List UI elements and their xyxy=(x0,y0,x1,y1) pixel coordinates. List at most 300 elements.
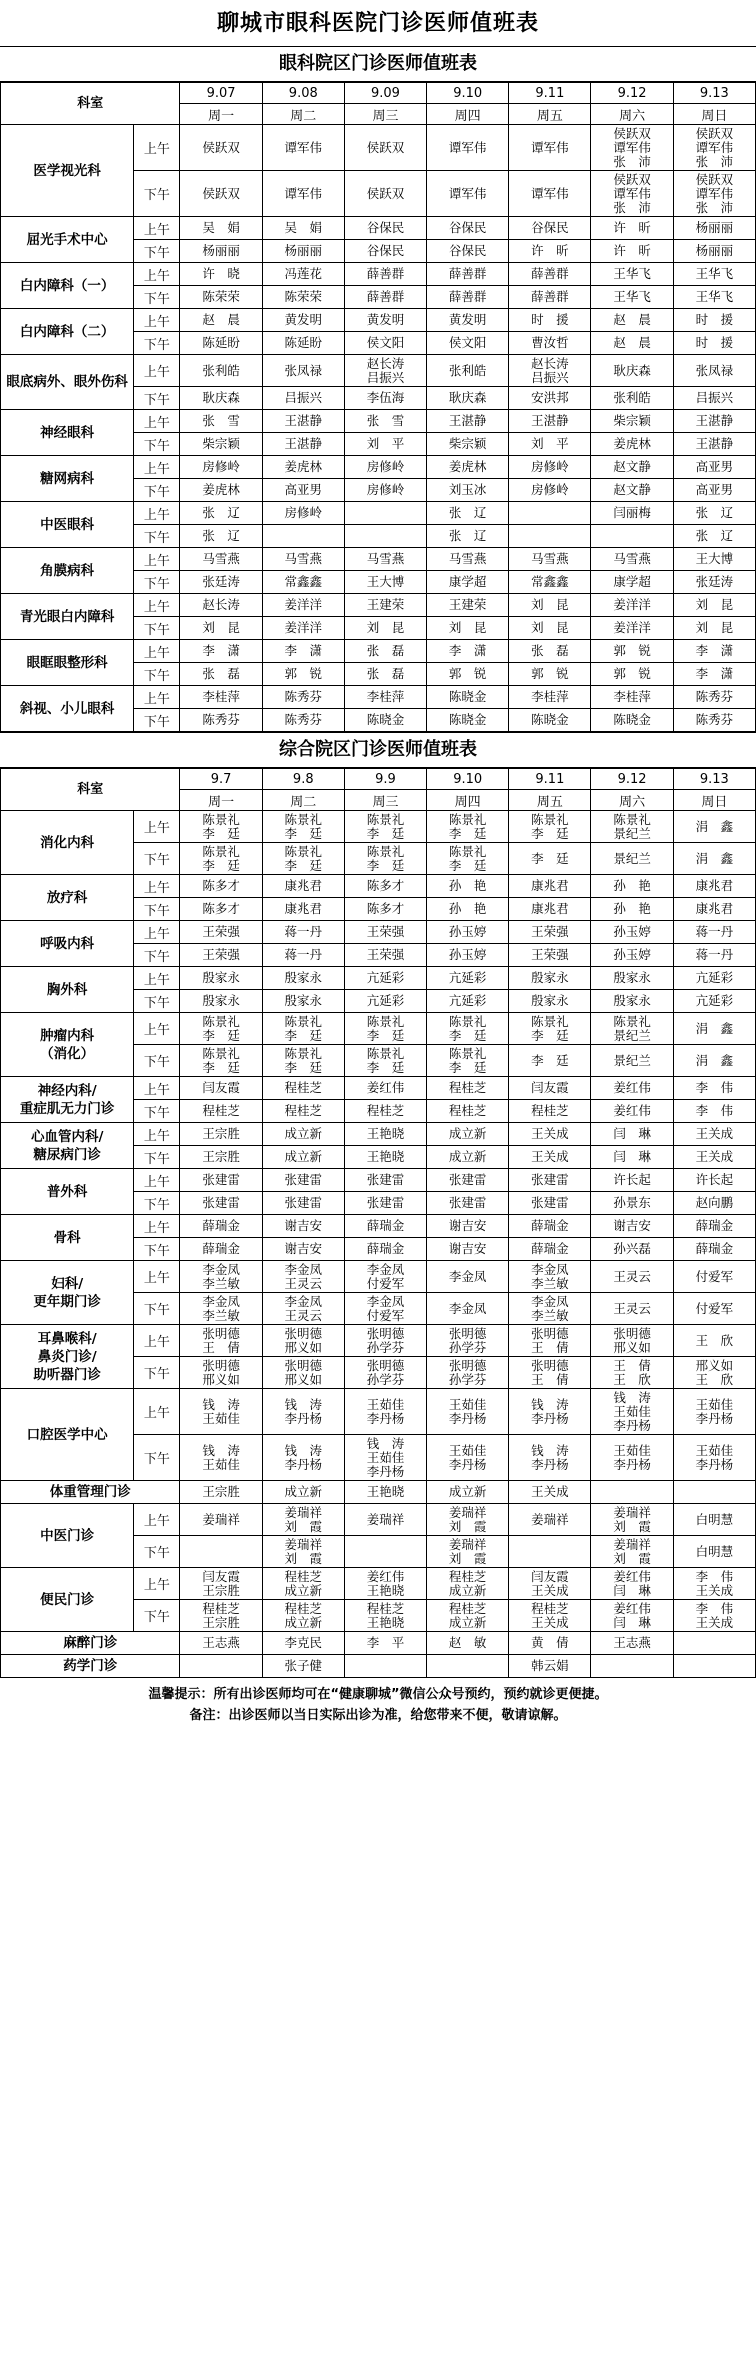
dept-name: 便民门诊 xyxy=(1,1568,134,1632)
doctor-cell: 侯跃双 xyxy=(344,171,426,217)
doctor-cell: 王 倩 王 欣 xyxy=(591,1357,673,1389)
doctor-cell: 房修岭 xyxy=(509,479,591,502)
dept-name: 口腔医学中心 xyxy=(1,1389,134,1481)
dept-name: 角膜病科 xyxy=(1,548,134,594)
period-label: 上午 xyxy=(134,594,180,617)
doctor-cell: 李伍海 xyxy=(344,387,426,410)
dept-name: 医学视光科 xyxy=(1,125,134,217)
doctor-cell: 王宗胜 xyxy=(180,1123,262,1146)
doctor-cell: 陈延盼 xyxy=(180,332,262,355)
doctor-cell: 陈景礼 李 廷 xyxy=(427,1045,509,1077)
doctor-cell: 姜洋洋 xyxy=(262,594,344,617)
dept-name: 神经内科/ 重症肌无力门诊 xyxy=(1,1077,134,1123)
doctor-cell: 蒋一丹 xyxy=(262,944,344,967)
doctor-cell: 杨丽丽 xyxy=(673,217,755,240)
section-title: 眼科院区门诊医师值班表 xyxy=(0,46,756,82)
doctor-cell: 程桂芝 成立新 xyxy=(262,1600,344,1632)
doctor-cell: 孙玉婷 xyxy=(591,921,673,944)
doctor-cell: 张建雷 xyxy=(427,1169,509,1192)
dept-name: 麻醉门诊 xyxy=(1,1632,180,1655)
doctor-cell: 姜瑞祥 刘 霞 xyxy=(262,1504,344,1536)
doctor-cell: 张利皓 xyxy=(427,355,509,387)
footer-remark: 备注：出诊医师以当日实际出诊为准，给您带来不便，敬请谅解。 xyxy=(189,1708,567,1723)
doctor-cell: 康兆君 xyxy=(262,898,344,921)
doctor-cell: 柴宗颖 xyxy=(180,433,262,456)
doctor-cell: 薛瑞金 xyxy=(344,1238,426,1261)
doctor-cell: 侯跃双 谭军伟 张 沛 xyxy=(673,171,755,217)
period-label: 上午 xyxy=(134,686,180,709)
doctor-cell: 李金凤 李兰敏 xyxy=(509,1261,591,1293)
doctor-cell: 张明德 邢义如 xyxy=(262,1357,344,1389)
doctor-cell: 常鑫鑫 xyxy=(262,571,344,594)
doctor-cell: 程桂芝 成立新 xyxy=(262,1568,344,1600)
doctor-cell: 谢吉安 xyxy=(591,1215,673,1238)
doctor-cell: 王湛静 xyxy=(673,433,755,456)
date-header: 9.13 xyxy=(673,83,755,104)
doctor-cell: 孙玉婷 xyxy=(427,944,509,967)
doctor-cell xyxy=(673,1655,755,1678)
doctor-cell: 张凤禄 xyxy=(673,355,755,387)
doctor-cell: 耿庆森 xyxy=(427,387,509,410)
doctor-cell: 亢延彩 xyxy=(673,990,755,1013)
doctor-cell: 谢吉安 xyxy=(427,1238,509,1261)
doctor-cell: 谢吉安 xyxy=(262,1215,344,1238)
doctor-cell: 钱 涛 王茹佳 xyxy=(180,1435,262,1481)
doctor-cell: 王华飞 xyxy=(591,286,673,309)
doctor-cell: 姜虎林 xyxy=(427,456,509,479)
doctor-cell xyxy=(344,1536,426,1568)
schedule-row xyxy=(1,1655,756,1678)
weekday-header: 周六 xyxy=(591,104,673,125)
doctor-cell: 钱 涛 王茹佳 李丹杨 xyxy=(591,1389,673,1435)
doctor-cell: 吕振兴 xyxy=(673,387,755,410)
doctor-cell: 谢吉安 xyxy=(427,1215,509,1238)
doctor-cell: 王宗胜 xyxy=(180,1146,262,1169)
date-header: 9.11 xyxy=(509,83,591,104)
doctor-cell: 陈景礼 李 廷 xyxy=(344,811,426,843)
doctor-cell: 房修岭 xyxy=(344,479,426,502)
period-label: 上午 xyxy=(134,1261,180,1293)
header-row-dates xyxy=(1,769,756,790)
schedule-row xyxy=(1,875,756,898)
doctor-cell: 赵长涛 吕振兴 xyxy=(344,355,426,387)
doctor-cell: 陈晓金 xyxy=(591,709,673,732)
doctor-cell: 张廷涛 xyxy=(180,571,262,594)
header-dept-label: 科室 xyxy=(1,769,180,811)
doctor-cell: 陈秀芬 xyxy=(180,709,262,732)
doctor-cell: 许长起 xyxy=(591,1169,673,1192)
doctor-cell: 姜瑞祥 xyxy=(180,1504,262,1536)
doctor-cell: 陈延盼 xyxy=(262,332,344,355)
doctor-cell: 赵长涛 吕振兴 xyxy=(509,355,591,387)
schedule-row xyxy=(1,456,756,479)
doctor-cell: 蒋一丹 xyxy=(673,944,755,967)
doctor-cell: 程桂芝 xyxy=(344,1100,426,1123)
doctor-cell: 陈景礼 李 廷 xyxy=(180,1045,262,1077)
doctor-cell: 张 辽 xyxy=(673,525,755,548)
doctor-cell: 景纪兰 xyxy=(591,1045,673,1077)
doctor-cell: 孙兴磊 xyxy=(591,1238,673,1261)
doctor-cell: 程桂芝 xyxy=(427,1077,509,1100)
doctor-cell: 王建荣 xyxy=(427,594,509,617)
doctor-cell xyxy=(673,1481,755,1504)
doctor-cell: 刘 昆 xyxy=(509,594,591,617)
page-title: 聊城市眼科医院门诊医师值班表 xyxy=(216,10,539,36)
doctor-cell: 王茹佳 李丹杨 xyxy=(344,1389,426,1435)
doctor-cell: 陈景礼 李 廷 xyxy=(180,843,262,875)
doctor-cell: 陈多才 xyxy=(180,898,262,921)
doctor-cell xyxy=(509,502,591,525)
doctor-cell: 王湛静 xyxy=(262,433,344,456)
doctor-cell: 薛瑞金 xyxy=(180,1215,262,1238)
doctor-cell: 侯跃双 xyxy=(344,125,426,171)
doctor-cell: 杨丽丽 xyxy=(262,240,344,263)
schedule-row xyxy=(1,1077,756,1100)
doctor-cell: 付爱军 xyxy=(673,1261,755,1293)
doctor-cell: 王志燕 xyxy=(180,1632,262,1655)
date-header: 9.8 xyxy=(262,769,344,790)
doctor-cell: 亢延彩 xyxy=(344,967,426,990)
date-header: 9.10 xyxy=(427,83,509,104)
doctor-cell: 姜洋洋 xyxy=(262,617,344,640)
doctor-cell: 张 磊 xyxy=(344,640,426,663)
section-title: 综合院区门诊医师值班表 xyxy=(0,732,756,768)
schedule-row xyxy=(1,410,756,433)
schedule-row xyxy=(1,686,756,709)
date-header: 9.13 xyxy=(673,769,755,790)
period-label: 下午 xyxy=(134,479,180,502)
period-label: 上午 xyxy=(134,1169,180,1192)
doctor-cell: 成立新 xyxy=(427,1123,509,1146)
doctor-cell: 李 潇 xyxy=(262,640,344,663)
doctor-cell: 陈晓金 xyxy=(344,709,426,732)
doctor-cell: 时 援 xyxy=(509,309,591,332)
doctor-cell: 薛善群 xyxy=(509,286,591,309)
doctor-cell: 时 援 xyxy=(673,332,755,355)
period-label: 下午 xyxy=(134,525,180,548)
doctor-cell: 耿庆森 xyxy=(591,355,673,387)
doctor-cell: 姜红伟 闫 琳 xyxy=(591,1568,673,1600)
period-label: 上午 xyxy=(134,456,180,479)
doctor-cell: 涓 鑫 xyxy=(673,811,755,843)
doctor-cell: 黄 倩 xyxy=(509,1632,591,1655)
period-label: 上午 xyxy=(134,1013,180,1045)
doctor-cell: 侯跃双 谭军伟 张 沛 xyxy=(591,125,673,171)
doctor-cell: 侯跃双 谭军伟 张 沛 xyxy=(673,125,755,171)
doctor-cell: 付爱军 xyxy=(673,1293,755,1325)
doctor-cell: 程桂芝 xyxy=(427,1100,509,1123)
schedule-row xyxy=(1,1013,756,1045)
doctor-cell: 孙景东 xyxy=(591,1192,673,1215)
doctor-cell: 李桂萍 xyxy=(344,686,426,709)
doctor-cell: 刘 昆 xyxy=(673,594,755,617)
doctor-cell: 姜虎林 xyxy=(591,433,673,456)
doctor-cell: 张明德 邢义如 xyxy=(180,1357,262,1389)
doctor-cell: 王茹佳 李丹杨 xyxy=(591,1435,673,1481)
doctor-cell: 王华飞 xyxy=(591,263,673,286)
doctor-cell: 谭军伟 xyxy=(427,125,509,171)
doctor-cell: 柴宗颖 xyxy=(591,410,673,433)
doctor-cell: 张子健 xyxy=(262,1655,344,1678)
doctor-cell: 李 潇 xyxy=(673,663,755,686)
doctor-cell: 李 潇 xyxy=(427,640,509,663)
dept-name: 中医门诊 xyxy=(1,1504,134,1568)
doctor-cell: 张明德 孙学芬 xyxy=(427,1357,509,1389)
period-label: 下午 xyxy=(134,332,180,355)
doctor-cell: 闫 琳 xyxy=(591,1123,673,1146)
doctor-cell: 薛善群 xyxy=(427,263,509,286)
doctor-cell: 陈景礼 李 廷 xyxy=(509,811,591,843)
doctor-cell: 张建雷 xyxy=(344,1192,426,1215)
doctor-cell: 姜瑞祥 刘 霞 xyxy=(262,1536,344,1568)
doctor-cell: 程桂芝 王宗胜 xyxy=(180,1600,262,1632)
doctor-cell: 刘 平 xyxy=(344,433,426,456)
doctor-cell: 殷家永 xyxy=(262,967,344,990)
doctor-cell: 张利皓 xyxy=(180,355,262,387)
doctor-cell: 张明德 王 倩 xyxy=(180,1325,262,1357)
doctor-cell: 王荣强 xyxy=(344,921,426,944)
doctor-cell: 张建雷 xyxy=(509,1192,591,1215)
doctor-cell: 陈景礼 李 廷 xyxy=(262,811,344,843)
doctor-cell: 涓 鑫 xyxy=(673,843,755,875)
doctor-cell: 张廷涛 xyxy=(673,571,755,594)
period-label: 上午 xyxy=(134,1325,180,1357)
doctor-cell: 蒋一丹 xyxy=(673,921,755,944)
doctor-cell xyxy=(180,1655,262,1678)
doctor-cell: 成立新 xyxy=(262,1123,344,1146)
doctor-cell: 闫 琳 xyxy=(591,1146,673,1169)
doctor-cell: 谷保民 xyxy=(509,217,591,240)
doctor-cell: 侯跃双 谭军伟 张 沛 xyxy=(591,171,673,217)
doctor-cell: 李 潇 xyxy=(673,640,755,663)
doctor-cell: 郭 锐 xyxy=(509,663,591,686)
doctor-cell: 谷保民 xyxy=(427,240,509,263)
doctor-cell: 李金凤 付爱军 xyxy=(344,1293,426,1325)
date-header: 9.12 xyxy=(591,83,673,104)
schedule-row xyxy=(1,1169,756,1192)
doctor-cell: 陈景礼 李 廷 xyxy=(262,1013,344,1045)
schedule-row xyxy=(1,502,756,525)
doctor-cell xyxy=(427,1655,509,1678)
doctor-cell: 薛善群 xyxy=(344,263,426,286)
doctor-cell: 涓 鑫 xyxy=(673,1045,755,1077)
doctor-cell: 王志燕 xyxy=(591,1632,673,1655)
doctor-cell: 王灵云 xyxy=(591,1293,673,1325)
period-label: 上午 xyxy=(134,875,180,898)
schedule-row xyxy=(1,1123,756,1146)
doctor-cell: 王湛静 xyxy=(262,410,344,433)
period-label: 下午 xyxy=(134,990,180,1013)
dept-name: 糖网病科 xyxy=(1,456,134,502)
doctor-cell: 张 辽 xyxy=(427,502,509,525)
doctor-cell: 张建雷 xyxy=(262,1192,344,1215)
period-label: 下午 xyxy=(134,433,180,456)
doctor-cell: 姜瑞祥 刘 霞 xyxy=(591,1536,673,1568)
period-label: 下午 xyxy=(134,1435,180,1481)
doctor-cell: 王荣强 xyxy=(180,944,262,967)
doctor-cell: 王荣强 xyxy=(344,944,426,967)
doctor-cell: 姜瑞祥 xyxy=(509,1504,591,1536)
doctor-cell xyxy=(262,525,344,548)
doctor-cell: 陈多才 xyxy=(344,898,426,921)
doctor-cell: 张建雷 xyxy=(262,1169,344,1192)
doctor-cell xyxy=(591,525,673,548)
doctor-cell: 王华飞 xyxy=(673,263,755,286)
doctor-cell: 黄发明 xyxy=(427,309,509,332)
schedule-table xyxy=(0,82,756,732)
dept-name: 呼吸内科 xyxy=(1,921,134,967)
period-label: 下午 xyxy=(134,709,180,732)
doctor-cell: 王湛静 xyxy=(509,410,591,433)
doctor-cell: 王关成 xyxy=(509,1481,591,1504)
doctor-cell: 王关成 xyxy=(509,1146,591,1169)
doctor-cell: 李 伟 王关成 xyxy=(673,1568,755,1600)
doctor-cell: 姜红伟 王艳晓 xyxy=(344,1568,426,1600)
doctor-cell: 王关成 xyxy=(673,1123,755,1146)
doctor-cell: 赵向鹏 xyxy=(673,1192,755,1215)
doctor-cell: 郭 锐 xyxy=(591,640,673,663)
doctor-cell: 成立新 xyxy=(262,1481,344,1504)
doctor-cell: 安洪邦 xyxy=(509,387,591,410)
doctor-cell: 侯文阳 xyxy=(344,332,426,355)
doctor-cell: 薛瑞金 xyxy=(344,1215,426,1238)
date-header: 9.09 xyxy=(344,83,426,104)
doctor-cell: 许 昕 xyxy=(591,240,673,263)
doctor-cell xyxy=(591,1655,673,1678)
doctor-cell: 陈多才 xyxy=(344,875,426,898)
period-label: 上午 xyxy=(134,125,180,171)
period-label: 下午 xyxy=(134,1192,180,1215)
doctor-cell: 李 伟 xyxy=(673,1100,755,1123)
doctor-cell: 刘玉冰 xyxy=(427,479,509,502)
doctor-cell: 李克民 xyxy=(262,1632,344,1655)
doctor-cell: 刘 昆 xyxy=(509,617,591,640)
doctor-cell: 李 平 xyxy=(344,1632,426,1655)
doctor-cell: 王荣强 xyxy=(509,944,591,967)
doctor-cell: 张明德 孙学芬 xyxy=(344,1325,426,1357)
doctor-cell: 薛善群 xyxy=(509,263,591,286)
period-label: 上午 xyxy=(134,1123,180,1146)
doctor-cell xyxy=(344,525,426,548)
doctor-cell: 谢吉安 xyxy=(262,1238,344,1261)
period-label: 下午 xyxy=(134,1100,180,1123)
doctor-cell: 张 磊 xyxy=(509,640,591,663)
doctor-cell: 张凤禄 xyxy=(262,355,344,387)
doctor-cell: 马雪燕 xyxy=(509,548,591,571)
weekday-header: 周日 xyxy=(673,790,755,811)
doctor-cell: 陈晓金 xyxy=(509,709,591,732)
doctor-cell: 李 潇 xyxy=(180,640,262,663)
doctor-cell: 康兆君 xyxy=(509,898,591,921)
doctor-cell: 康兆君 xyxy=(509,875,591,898)
doctor-cell: 王 欣 xyxy=(673,1325,755,1357)
doctor-cell: 张建雷 xyxy=(509,1169,591,1192)
doctor-cell: 谷保民 xyxy=(344,240,426,263)
dept-name: 心血管内科/ 糖尿病门诊 xyxy=(1,1123,134,1169)
schedule-row xyxy=(1,1215,756,1238)
doctor-cell: 孙 艳 xyxy=(427,898,509,921)
doctor-cell: 吴 娟 xyxy=(262,217,344,240)
doctor-cell: 张利皓 xyxy=(591,387,673,410)
dept-name: 屈光手术中心 xyxy=(1,217,134,263)
doctor-cell: 亢延彩 xyxy=(427,990,509,1013)
doctor-cell: 王宗胜 xyxy=(180,1481,262,1504)
doctor-cell: 许长起 xyxy=(673,1169,755,1192)
doctor-cell: 刘 昆 xyxy=(180,617,262,640)
doctor-cell: 郭 锐 xyxy=(262,663,344,686)
schedule-row xyxy=(1,921,756,944)
schedule-row xyxy=(1,309,756,332)
doctor-cell: 陈景礼 李 廷 xyxy=(344,843,426,875)
doctor-cell: 谭军伟 xyxy=(427,171,509,217)
schedule-row xyxy=(1,548,756,571)
weekday-header: 周三 xyxy=(344,790,426,811)
doctor-cell: 程桂芝 王艳晓 xyxy=(344,1600,426,1632)
dept-name: 放疗科 xyxy=(1,875,134,921)
doctor-cell: 张 辽 xyxy=(180,525,262,548)
period-label: 下午 xyxy=(134,1293,180,1325)
doctor-cell: 许 昕 xyxy=(509,240,591,263)
doctor-cell: 李 廷 xyxy=(509,1045,591,1077)
doctor-cell: 陈荣荣 xyxy=(262,286,344,309)
doctor-cell: 康兆君 xyxy=(673,875,755,898)
dept-name: 白内障科（一） xyxy=(1,263,134,309)
doctor-cell xyxy=(509,525,591,548)
dept-name: 青光眼白内障科 xyxy=(1,594,134,640)
doctor-cell: 景纪兰 xyxy=(591,843,673,875)
doctor-cell: 殷家永 xyxy=(509,990,591,1013)
weekday-header: 周三 xyxy=(344,104,426,125)
doctor-cell: 姜红伟 xyxy=(591,1100,673,1123)
doctor-cell: 殷家永 xyxy=(262,990,344,1013)
doctor-cell: 薛善群 xyxy=(344,286,426,309)
schedule-row xyxy=(1,217,756,240)
doctor-cell: 吕振兴 xyxy=(262,387,344,410)
period-label: 下午 xyxy=(134,571,180,594)
period-label: 下午 xyxy=(134,843,180,875)
date-header: 9.10 xyxy=(427,769,509,790)
doctor-cell: 王关成 xyxy=(673,1146,755,1169)
doctor-cell: 陈景礼 李 廷 xyxy=(427,811,509,843)
weekday-header: 周六 xyxy=(591,790,673,811)
doctor-cell: 谭军伟 xyxy=(262,171,344,217)
doctor-cell: 李 伟 王关成 xyxy=(673,1600,755,1632)
period-label: 上午 xyxy=(134,1215,180,1238)
doctor-cell: 谭军伟 xyxy=(509,125,591,171)
doctor-cell: 康学超 xyxy=(591,571,673,594)
header-row-dates xyxy=(1,83,756,104)
doctor-cell: 钱 涛 李丹杨 xyxy=(262,1435,344,1481)
doctor-cell: 薛瑞金 xyxy=(509,1215,591,1238)
doctor-cell: 王茹佳 李丹杨 xyxy=(673,1389,755,1435)
header-dept-label: 科室 xyxy=(1,83,180,125)
doctor-cell: 刘 昆 xyxy=(673,617,755,640)
doctor-cell: 程桂芝 成立新 xyxy=(427,1568,509,1600)
period-label: 上午 xyxy=(134,309,180,332)
doctor-cell: 曹汝哲 xyxy=(509,332,591,355)
doctor-cell: 马雪燕 xyxy=(344,548,426,571)
doctor-cell xyxy=(344,1655,426,1678)
doctor-cell: 李金凤 李兰敏 xyxy=(509,1293,591,1325)
dept-name: 普外科 xyxy=(1,1169,134,1215)
doctor-cell: 常鑫鑫 xyxy=(509,571,591,594)
doctor-cell: 涓 鑫 xyxy=(673,1013,755,1045)
doctor-cell: 康兆君 xyxy=(673,898,755,921)
schedule-row xyxy=(1,125,756,171)
dept-name: 骨科 xyxy=(1,1215,134,1261)
doctor-cell: 赵 晨 xyxy=(180,309,262,332)
doctor-cell: 闫友霞 xyxy=(180,1077,262,1100)
